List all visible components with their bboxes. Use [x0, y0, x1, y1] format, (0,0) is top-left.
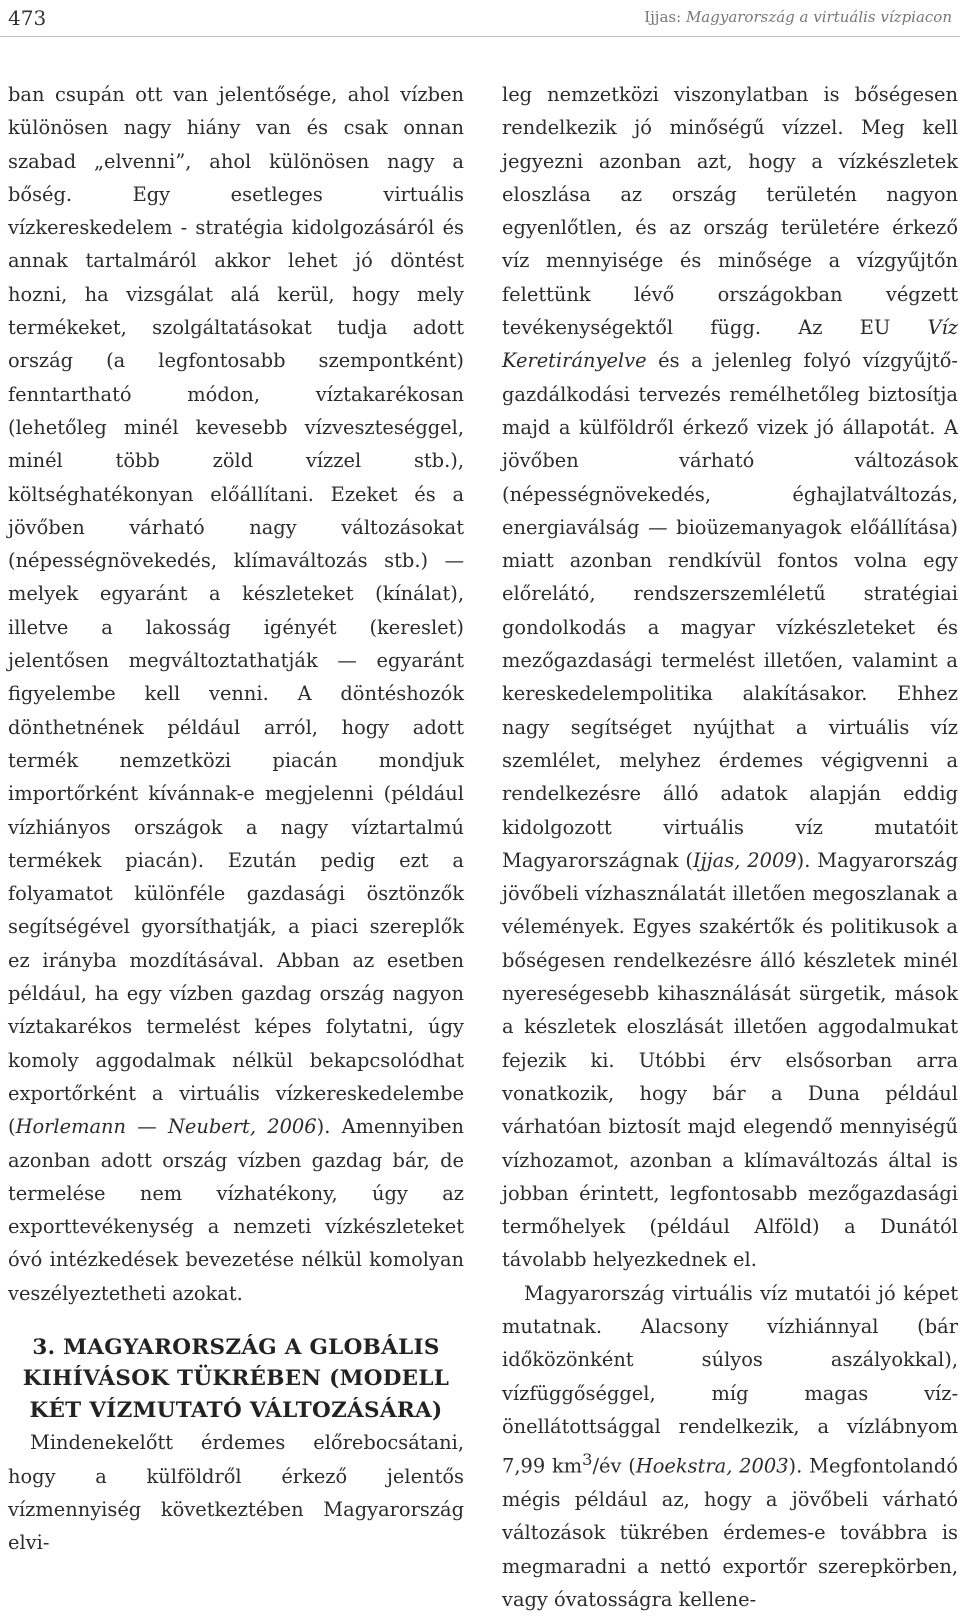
text-run: leg nemzetközi viszonylatban is bőségesen rendelkezik jó minőségű vízzel. Meg kell jegyezni azonban azt, hogy a vízkészletek eloszlása az ország területén nagyon egyenlőtlen, és az ország területére érkező víz mennyisége és minősége a vízgyűjtőn felettünk lévő országokban végzett tevékenységektől függ. Az EU — [502, 83, 958, 340]
citation: Horlemann — Neubert, 2006 — [15, 1115, 317, 1139]
text-run: ban csupán ott van jelentősége, ahol vízben különösen nagy hiány van és csak onnan szabad „elvenni”, ahol különösen nagy a bőség. Egy esetleges virtuális vízkereskedelem - stratégia kidolgozásáról és annak tartalmáról akkor lehet jó döntést hozni, ha vizsgálat alá kerül, hogy mely termékeket, szolgáltatásokat tudja adott ország (a legfontosabb szempontként) fenntartható módon, víztakarékosan (lehetőleg minél kevesebb vízveszteséggel, minél több zöld vízzel stb.), költséghatékonyan előállítani. Ezeket és a jövőben várható nagy változásokat (népességnövekedés, klímaváltozás stb.) — melyek egyaránt a készleteket (kínálat), illetve a lakosság igényét (kereslet) jelentősen megváltoztathatják — egyaránt figyelembe kell venni. A döntéshozók dönthetnének például arról, hogy adott termék nemzetközi piacán mondjuk importőrként kívánnak-e megjelenni (például vízhiányos országok a nagy víztartalmú termékek piacán). Ezután pedig ezt a folyamatot különféle gazdasági ösztönzők segítségével gyorsíthatják, a piaci szereplők ez irányba mozdításával. Abban az esetben például, ha egy vízben gazdag ország nagyon víztakarékos termelést képes folytatni, úgy komoly aggodalmak nélkül bekapcsolódhat exportőrként a virtuális vízkereskedelembe ( — [8, 83, 464, 1139]
citation: Ijjas, 2009 — [693, 848, 797, 872]
section-heading: 3. MAGYARORSZÁG A GLOBÁLIS KIHÍVÁSOK TÜKRÉBEN (MODELL KÉT VÍZMUTATÓ VÁLTOZÁSÁRA) — [22, 1334, 450, 1423]
running-title-author: Ijjas: — [644, 8, 686, 26]
citation: Hoekstra, 2003 — [635, 1454, 789, 1478]
emphasis: Víz Keretirányelve — [502, 316, 958, 373]
text-run: ). Megfontolandó mégis például az, hogy a jövőbeli várható változások tükrében érdemes-e továbbra is megmaradni a nettó exportőr szerepkörben, vagy óvatosságra kellene- — [502, 1454, 958, 1611]
running-title — [644, 8, 952, 26]
paragraph — [502, 1277, 958, 1616]
page-number: 473 — [8, 6, 47, 30]
running-title-text: Magyarország a virtuális vízpiacon — [685, 8, 952, 26]
superscript: 3 — [582, 1450, 593, 1470]
page-header — [0, 0, 960, 37]
left-column — [8, 78, 464, 1560]
text-run: Magyarország virtuális víz mutatói jó képet mutatnak. Alacsony vízhiánnyal (bár időközönként súlyos aszályokkal), vízfüggőséggel, míg magas víz-önellátottsággal rendelkezik, a vízlábnyom 7,99 km — [502, 1281, 958, 1478]
text-run: ). Amennyiben azonban adott ország vízben gazdag bár, de termelése nem vízhatékony, úgy az exporttevékenység a nemzeti vízkészleteket óvó intézkedések bevezetése nélkül komolyan veszélyeztetheti azokat. — [8, 1115, 464, 1305]
right-column — [502, 78, 958, 1616]
paragraph — [8, 78, 464, 1310]
text-run: /év ( — [592, 1454, 636, 1478]
paragraph: Mindenekelőtt érdemes előrebocsátani, hogy a külföldről érkező jelentős vízmennyiség következtében Magyarország elvi- — [8, 1431, 464, 1555]
text-run: ). Magyarország jövőbeli vízhasználatát illetően megoszlanak a vélemények. Egyes szakértők és politikusok a bőségesen rendelkezésre álló készletek minél nyereségesebb kihasználását sürgetik, mások a készletek eloszlását illetően aggodalmukat fejezik ki. Utóbbi érv elsősorban arra vonatkozik, hogy bár a Duna például várhatóan biztosít majd elegendő mennyiségű vízhozamot, azonban a klímaváltozás által is jobban érintett, legfontosabb mezőgazdasági termőhelyek (például Alföld) a Dunától távolabb helyezkednek el. — [502, 848, 958, 1272]
paragraph — [502, 78, 958, 1277]
text-run: és a jelenleg folyó vízgyűjtő-gazdálkodási tervezés remélhetőleg biztosítja majd a külföldről érkező vizek jó állapotát. A jövőben várható változások (népességnövekedés, éghajlatváltozás, energiaválság — bioüzemanyagok előállítása) miatt azonban rendkívül fontos volna egy előrelátó, rendszerszemléletű stratégiai gondolkodás a magyar vízkészleteket és mezőgazdasági termelést illetően, valamint a kereskedelempolitika alakításakor. Ehhez nagy segítséget nyújthat a virtuális víz szemlélet, melyhez érdemes végigvenni a rendelkezésre álló adatok alapján eddig kidolgozott virtuális víz mutatóit Magyarországnak ( — [502, 349, 958, 872]
